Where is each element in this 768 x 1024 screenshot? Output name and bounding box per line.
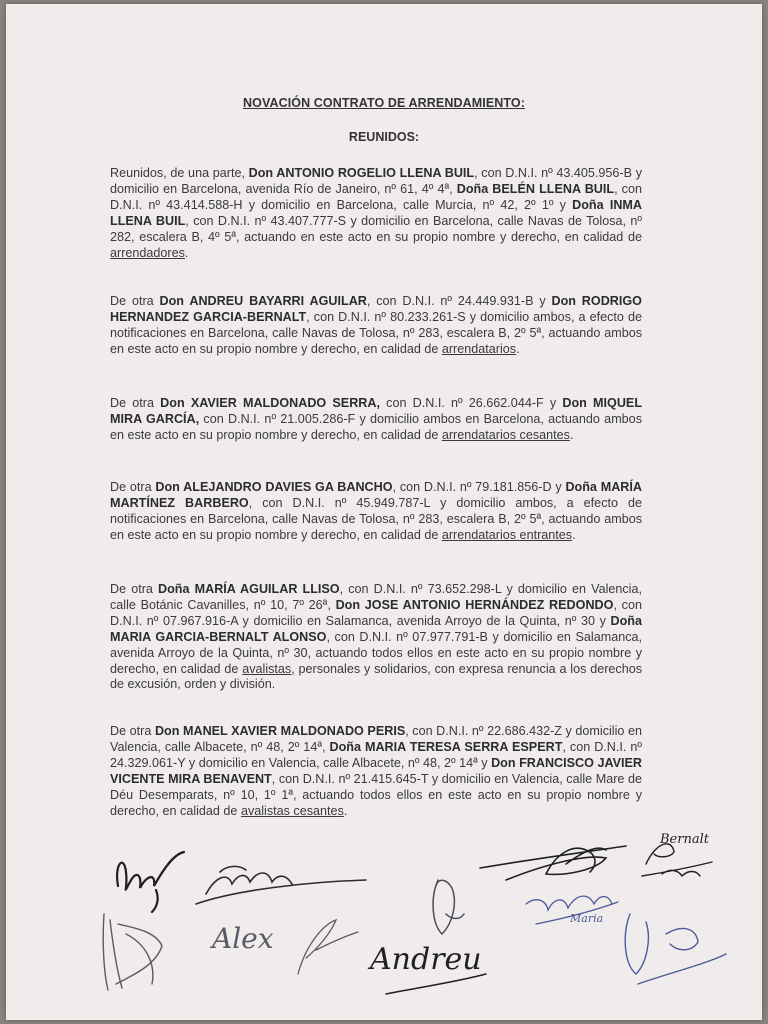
paragraph-text: . [343, 803, 348, 818]
paragraph-arrendatarios [110, 294, 642, 358]
paragraph-text: . [572, 527, 576, 542]
party-role: arrendatarios [441, 341, 517, 356]
paragraph-arrendatarios-entrantes [110, 480, 642, 544]
signature-5 [103, 914, 162, 990]
document-title: NOVACIÓN CONTRATO DE ARRENDAMIENTO: [243, 96, 525, 110]
paragraph-text: . [184, 245, 189, 260]
paragraph-text: . [569, 427, 574, 442]
signature-8 [625, 914, 726, 984]
signature-bernalt: Bernalt [660, 832, 709, 847]
party-name: Doña MARÍA AGUILAR LLISO [158, 582, 340, 596]
paragraph-text: Reunidos, de una parte, [110, 166, 249, 180]
party-name: Doña BELÉN LLENA BUIL [456, 181, 615, 196]
paragraph-text: , con D.N.I. nº 07.967.916-A y domicilio en Salamanca, avenida Arroyo de la Quinta, nº 30 y [110, 597, 642, 628]
paragraph-text: , con D.N.I. nº 43.407.777-S y domicilio en Barcelona, calle Navas de Tolosa, nº 282, escalera B, 4º 5ª, actuando en este acto en su propio nombre y derecho, en calidad de [110, 213, 643, 244]
party-name: Don MANEL XAVIER MALDONADO PERIS [154, 724, 406, 738]
document-subtitle: REUNIDOS: [348, 130, 420, 144]
party-role: arrendatarios entrantes [441, 527, 573, 542]
party-name: Doña MARIA GARCIA-BERNALT ALONSO [110, 613, 642, 644]
paragraph-text: con D.N.I. nº 21.005.286-F y domicilio ambos en Barcelona, actuando ambos en este acto en su propio nombre y derecho, en calidad de [110, 411, 642, 442]
paragraph-text: , con D.N.I. nº 24.329.061-Y y domicilio en Valencia, calle Albacete, nº 48, 2º 14ª y [110, 739, 643, 770]
paragraph-text: , con D.N.I. nº 73.652.298-L y domicilio en Valencia, calle Botánic Cavanilles, nº 10, 7º 26ª, [110, 582, 642, 612]
party-name: Don ANDREU BAYARRI AGUILAR [159, 294, 367, 308]
party-name: Don JOSE ANTONIO HERNÁNDEZ REDONDO [335, 597, 614, 612]
party-name: Don MIQUEL MIRA GARCÍA, [110, 396, 643, 426]
signature-2 [196, 866, 366, 904]
paragraph-text: con D.N.I. nº 26.662.044-F y [379, 396, 563, 410]
paragraph-text: , con D.N.I. nº 43.405.956-B y domicilio en Barcelona, avenida Río de Janeiro, nº 61, 4º 4ª, [110, 166, 642, 196]
party-role: avalistas, [242, 661, 295, 676]
document-page [6, 4, 762, 1020]
paragraph-avalistas [110, 582, 642, 693]
paragraph-text: personales y solidarios, con expresa renuncia a los derechos de excusión, orden y división. [110, 661, 643, 692]
paragraph-text: , con D.N.I. nº 45.949.787-L y domicilio ambos, a efecto de notificaciones en Barcelona, calle Navas de Tolosa, nº 283, escalera B, 2º 5ª, actuando ambos en este acto en su propio nombre y derecho, en calidad de [110, 495, 642, 542]
signature-4 [642, 844, 712, 876]
paragraph-arrendadores [110, 166, 642, 261]
party-role: arrendatarios cesantes [441, 427, 570, 442]
paragraph-text: , con D.N.I. nº 21.415.645-T y domicilio en Valencia, calle Mare de Déu Desemparats, nº 10, 1º 1ª, actuando todos ellos en este acto en su propio nombre y derecho, en calidad de [110, 771, 642, 818]
signature-area [6, 824, 762, 1020]
signature-6 [433, 880, 464, 934]
party-role: avalistas cesantes [240, 803, 344, 818]
party-name: Don FRANCISCO JAVIER VICENTE MIRA BENAVENT [110, 755, 642, 786]
paragraph-text: De otra [110, 582, 159, 596]
party-name: Don RODRIGO HERNANDEZ GARCIA-BERNALT [110, 294, 642, 324]
party-name: Doña MARÍA MARTÍNEZ BARBERO [110, 480, 642, 510]
signatures-drawing [6, 824, 762, 1020]
paragraph-text: , con D.N.I. nº 07.977.791-B y domicilio en Salamanca, avenida Arroyo de la Quinta, nº 30, actuando todos ellos en este acto en su propio nombre y derecho, en calidad de [110, 629, 643, 676]
paragraph-text: De otra [110, 294, 160, 308]
paragraph-text: De otra [110, 480, 156, 494]
signature-9 [298, 920, 358, 974]
paragraph-text: , con D.N.I. nº 79.181.856-D y [392, 480, 566, 494]
paragraph-text: , con D.N.I. nº 24.449.931-B y [366, 294, 552, 308]
party-name: Don ANTONIO ROGELIO LLENA BUIL [248, 166, 475, 180]
signature-andreu: Andreu [370, 942, 482, 977]
signature-3 [480, 846, 626, 880]
paragraph-text: , con D.N.I. nº 22.686.432-Z y domicilio en Valencia, calle Albacete, nº 48, 2º 14ª, [110, 724, 642, 754]
paragraph-text: , con D.N.I. nº 80.233.261-S y domicilio ambos, a efecto de notificaciones en Barcelona, calle Navas de Tolosa, nº 283, escalera B, 2º 5ª, actuando ambos en este acto en su propio nombre y derecho, en calidad de [110, 309, 642, 356]
signature-1 [117, 852, 184, 912]
signature-maria: Maria [570, 912, 604, 925]
paragraph-text: De otra [110, 724, 155, 738]
paragraph-avalistas-cesantes [110, 724, 642, 819]
paragraph-text: . [516, 341, 520, 356]
paragraph-text: , con D.N.I. nº 43.414.588-H y domicilio en Barcelona, calle Murcia, nº 42, 2º 1º y [110, 181, 642, 212]
paragraph-arrendatarios-cesantes [110, 396, 642, 444]
party-role: arrendadores [110, 245, 185, 260]
party-name: Don XAVIER MALDONADO SERRA, [160, 396, 380, 410]
signature-alex: Alex [212, 922, 274, 955]
party-name: Doña MARIA TERESA SERRA ESPERT [329, 739, 563, 754]
signature-10 [386, 974, 486, 994]
party-name: Doña INMA LLENA BUIL [110, 197, 642, 228]
paragraph-text: De otra [110, 396, 161, 410]
party-name: Don ALEJANDRO DAVIES GA BANCHO [155, 480, 393, 494]
